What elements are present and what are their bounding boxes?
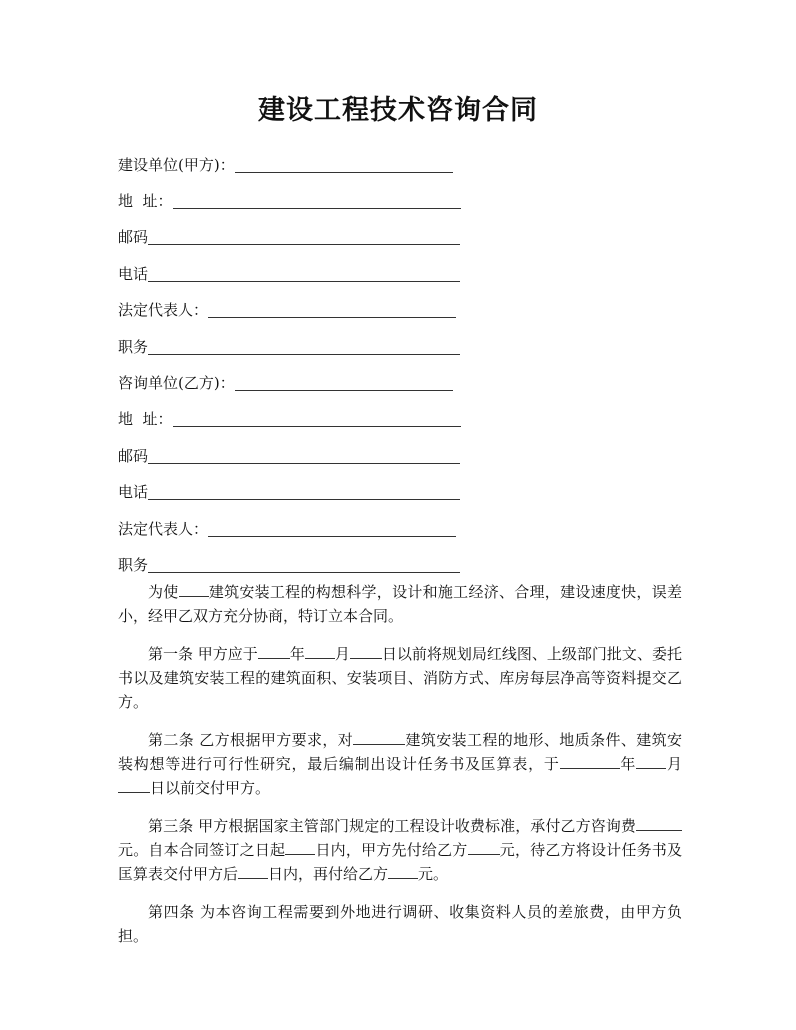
party-b-unit-field — [118, 364, 478, 400]
article-3-paragraph — [118, 814, 682, 886]
party-b-postcode-label: 邮码 — [118, 446, 149, 465]
preamble-paragraph — [118, 580, 682, 628]
party-b-position-label: 职务 — [118, 555, 149, 574]
party-b-phone-label: 电话 — [118, 483, 149, 502]
article-2-text-2: 建筑安装工程的地形、地质条件、建筑安装构想等进行可行性研究，最后编制出设计任务书及匡算表，于 — [118, 731, 682, 773]
article-4-paragraph — [118, 900, 682, 948]
party-a-phone-label: 电话 — [118, 264, 149, 283]
party-b-unit-blank[interactable] — [235, 378, 453, 391]
party-a-phone-blank[interactable] — [148, 269, 460, 282]
party-b-legal-rep-label: 法定代表人： — [118, 519, 209, 538]
article-1-text-2: 年 — [289, 645, 305, 663]
party-a-postcode-blank[interactable] — [148, 232, 460, 245]
article-2-text-5: 日以前交付甲方。 — [150, 779, 271, 797]
article-3-text-6: 元。 — [418, 865, 449, 883]
party-b-postcode-blank[interactable] — [148, 451, 460, 464]
article-3-text-5: 日内，再付给乙方 — [268, 865, 389, 883]
party-b-address-label: 地 址： — [118, 410, 173, 429]
preamble-text-2: 建筑安装工程的构想科学，设计和施工经济、合理，建设速度快，误差小，经甲乙双方充分协商，特订立本合同。 — [118, 583, 682, 625]
party-a-unit-field — [118, 146, 478, 182]
party-b-legal-rep-field — [118, 510, 478, 546]
party-b-phone-blank[interactable] — [148, 487, 460, 500]
party-info-fields — [118, 146, 478, 583]
party-b-address-blank[interactable] — [173, 414, 461, 427]
article-3-text-4: 元，待乙方将设计任务书及匡算表交付甲方后 — [118, 841, 682, 883]
article-3-days-1-blank[interactable] — [285, 840, 315, 855]
article-1-text-1: 第一条 甲方应于 — [148, 645, 258, 663]
article-3-total-fee-blank[interactable] — [636, 816, 682, 831]
article-2-text-3: 年 — [619, 755, 637, 773]
party-a-position-label: 职务 — [118, 337, 149, 356]
party-a-postcode-label: 邮码 — [118, 228, 149, 247]
article-2-text-4: 月 — [666, 755, 682, 773]
article-4-text-1: 第四条 为本咨询工程需要到外地进行调研、收集资料人员的差旅费，由甲方负担。 — [118, 903, 682, 945]
article-1-year-blank[interactable] — [258, 644, 290, 659]
party-a-legal-rep-blank[interactable] — [208, 305, 456, 318]
party-b-position-blank[interactable] — [148, 560, 460, 573]
article-3-second-payment-blank[interactable] — [388, 864, 418, 879]
preamble-text-1: 为使 — [148, 583, 179, 601]
party-a-postcode-field — [118, 219, 478, 255]
party-b-address-field — [118, 401, 478, 437]
party-b-phone-field — [118, 474, 478, 510]
article-2-text-1: 第二条 乙方根据甲方要求，对 — [148, 731, 354, 749]
article-2-day-blank[interactable] — [118, 778, 150, 793]
party-b-unit-label: 咨询单位(乙方)： — [118, 374, 235, 393]
article-2-paragraph — [118, 728, 682, 800]
article-3-first-payment-blank[interactable] — [468, 840, 500, 855]
party-a-legal-rep-label: 法定代表人： — [118, 301, 209, 320]
article-2-year-blank[interactable] — [560, 754, 620, 769]
article-2-month-blank[interactable] — [636, 754, 666, 769]
project-name-blank[interactable] — [179, 582, 209, 597]
article-1-paragraph — [118, 642, 682, 714]
document-title: 建设工程技术咨询合同 — [258, 95, 538, 126]
party-a-position-field — [118, 328, 478, 364]
party-a-address-field — [118, 182, 478, 218]
article-3-text-2: 元。自本合同签订之日起 — [118, 841, 286, 859]
party-a-address-label: 地 址： — [118, 192, 173, 211]
article-3-days-2-blank[interactable] — [238, 864, 268, 879]
article-1-day-blank[interactable] — [350, 644, 382, 659]
contract-body — [118, 580, 682, 962]
party-b-position-field — [118, 546, 478, 582]
article-1-text-4: 日以前将规划局红线图、上级部门批文、委托书以及建筑安装工程的建筑面积、安装项目、消防方式、库房每层净高等资料提交乙方。 — [118, 645, 682, 711]
article-1-text-3: 月 — [334, 645, 350, 663]
party-a-phone-field — [118, 255, 478, 291]
party-b-postcode-field — [118, 437, 478, 473]
article-3-text-3: 日内，甲方先付给乙方 — [315, 841, 468, 859]
party-a-address-blank[interactable] — [173, 196, 461, 209]
article-2-project-blank[interactable] — [353, 730, 405, 745]
article-3-text-1: 第三条 甲方根据国家主管部门规定的工程设计收费标准，承付乙方咨询费 — [148, 817, 636, 835]
party-a-legal-rep-field — [118, 292, 478, 328]
party-a-unit-label: 建设单位(甲方)： — [118, 155, 235, 174]
party-a-position-blank[interactable] — [148, 342, 460, 355]
party-b-legal-rep-blank[interactable] — [208, 524, 456, 537]
article-1-month-blank[interactable] — [305, 644, 335, 659]
party-a-unit-blank[interactable] — [235, 160, 453, 173]
